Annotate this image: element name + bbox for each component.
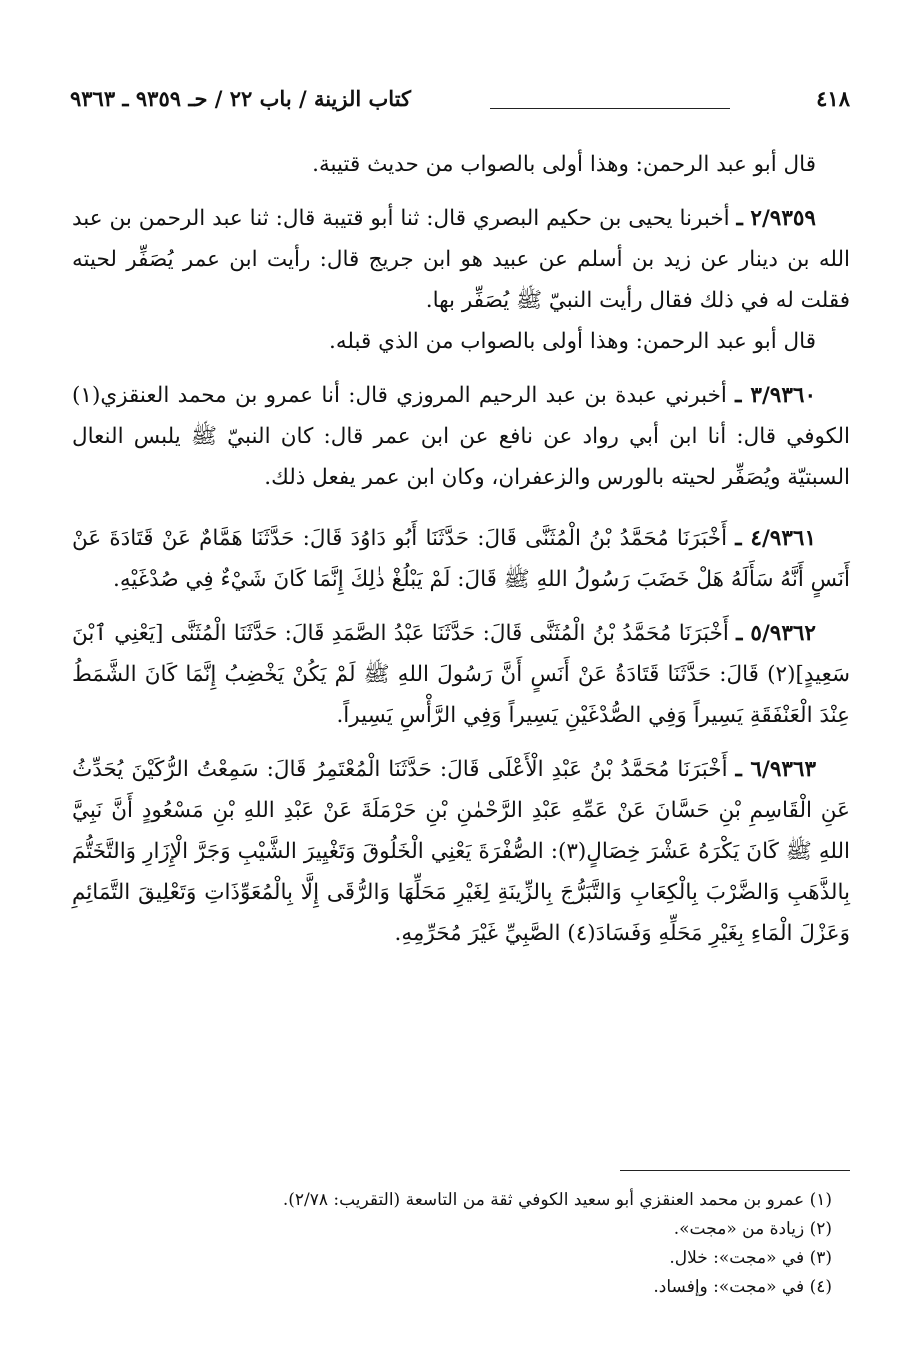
footnote: (١) عمرو بن محمد العنقزي أبو سعيد الكوفي ثقة من التاسعة (التقريب: ٢/٧٨). xyxy=(282,1190,832,1210)
hadith-number: ٣/٩٣٦٠ ـ xyxy=(735,383,816,408)
main-text xyxy=(72,144,850,954)
paragraph-text: أخبرنا يحيى بن حكيم البصري قال: ثنا أبو قتيبة قال: ثنا عبد الرحمن بن عبد الله بن دينار عن زيد بن أسلم عن عبيد هو ابن جريج قال: رأيت ابن عمر يُصَفِّر لحيته فقلت له في ذلك فقال رأيت النبيّ ﷺ يُصَفِّر بها. xyxy=(72,206,850,313)
paragraph xyxy=(72,375,850,498)
hadith-number: ٥/٩٣٦٢ ـ xyxy=(736,621,816,646)
paragraph-text: أَخْبَرَنَا مُحَمَّدُ بْنُ الْمُثَنَّى قَالَ: حَدَّثَنَا أَبُو دَاوُدَ قَالَ: حَدَّثَنَا هَمَّامٌ عَنْ قَتَادَةَ عَنْ أَنَسٍ أَنَّهُ سَأَلَهُ هَلْ خَضَبَ رَسُولُ اللهِ ﷺ قَالَ: لَمْ يَبْلُغْ ذٰلِكَ إِنَّمَا كَانَ شَيْءٌ فِي صُدْغَيْهِ. xyxy=(72,526,850,592)
page-number: ٤١٨ xyxy=(816,86,850,111)
hadith-number: ٢/٩٣٥٩ ـ xyxy=(736,206,816,231)
footnote: (٣) في «مجت»: خلال. xyxy=(669,1248,832,1268)
paragraph xyxy=(72,144,850,185)
paragraph xyxy=(72,518,850,600)
paragraph xyxy=(72,749,850,954)
paragraph-text: قال أبو عبد الرحمن: وهذا أولى بالصواب من حديث قتيبة. xyxy=(312,152,816,177)
footnote: (٤) في «مجت»: وإفساد. xyxy=(653,1277,832,1297)
paragraph xyxy=(72,613,850,736)
paragraph-text: قال أبو عبد الرحمن: وهذا أولى بالصواب من الذي قبله. xyxy=(329,329,816,354)
hadith-number: ٦/٩٣٦٣ ـ xyxy=(735,757,817,782)
hadith-number: ٤/٩٣٦١ ـ xyxy=(735,526,816,551)
paragraph-text: أَخْبَرَنَا مُحَمَّدُ بْنُ الْمُثَنَّى قَالَ: حَدَّثَنَا عَبْدُ الصَّمَدِ قَالَ: حَدَّثَنَا الْمُثَنَّى [يَعْنِي ٱبْنَ سَعِيدٍ](٢) قَالَ: حَدَّثَنَا قَتَادَةُ عَنْ أَنَسٍ أَنَّ رَسُولَ اللهِ ﷺ لَمْ يَكُنْ يَخْضِبُ إِنَّمَا كَانَ الشَّمَطُ عِنْدَ الْعَنْفَقَةِ يَسِيراً وَفِي الصُّدْغَيْنِ يَسِيراً وَفِي الرَّأْسِ يَسِيراً. xyxy=(72,621,850,728)
header-rule xyxy=(490,108,730,109)
paragraph-text: أخبرني عبدة بن عبد الرحيم المروزي قال: أنا عمرو بن محمد العنقزي(١) الكوفي قال: أنا ابن أبي رواد عن نافع عن ابن عمر قال: كان النبيّ ﷺ يلبس النعال السبتيّة ويُصَفِّر لحيته بالورس والزعفران، وكان ابن عمر يفعل ذلك. xyxy=(72,383,850,490)
paragraph xyxy=(72,321,850,362)
paragraph-text: أَخْبَرَنَا مُحَمَّدُ بْنُ عَبْدِ الْأَعْلَى قَالَ: حَدَّثَنَا الْمُعْتَمِرُ قَالَ: سَمِعْتُ الرُّكَيْنَ يُحَدِّثُ عَنِ الْقَاسِمِ بْنِ حَسَّانَ عَنْ عَمِّهِ عَبْدِ الرَّحْمٰنِ بْنِ حَرْمَلَةَ عَنْ عَبْدِ اللهِ بْنِ مَسْعُودٍ أَنَّ نَبِيَّ اللهِ ﷺ كَانَ يَكْرَهُ عَشْرَ خِصَالٍ(٣): الصُّفْرَةَ يَعْنِي الْخَلُوقَ وَتَغْيِيرَ الشَّيْبِ وَجَرَّ الْإِزَارِ وَالتَّخَتُّمَ بِالذَّهَبِ وَالضَّرْبَ بِالْكِعَابِ وَالتَّبَرُّجَ بِالزِّينَةِ لِغَيْرِ مَحَلِّهَا وَالرُّقَى إِلَّا بِالْمُعَوِّذَاتِ وَتَعْلِيقَ التَّمَائِمِ وَعَزْلَ الْمَاءِ بِغَيْرِ مَحَلِّهِ وَفَسَادَ(٤) الصَّبِيِّ غَيْرَ مُحَرِّمِهِ. xyxy=(72,757,850,946)
footnote: (٢) زيادة من «مجت». xyxy=(673,1219,832,1239)
footnotes xyxy=(74,1186,832,1302)
footnote-rule xyxy=(620,1170,850,1171)
paragraph xyxy=(72,198,850,321)
page-header xyxy=(70,84,850,114)
running-title: كتاب الزينة / باب ٢٢ / حـ ٩٣٥٩ ـ ٩٣٦٣ xyxy=(70,86,412,111)
